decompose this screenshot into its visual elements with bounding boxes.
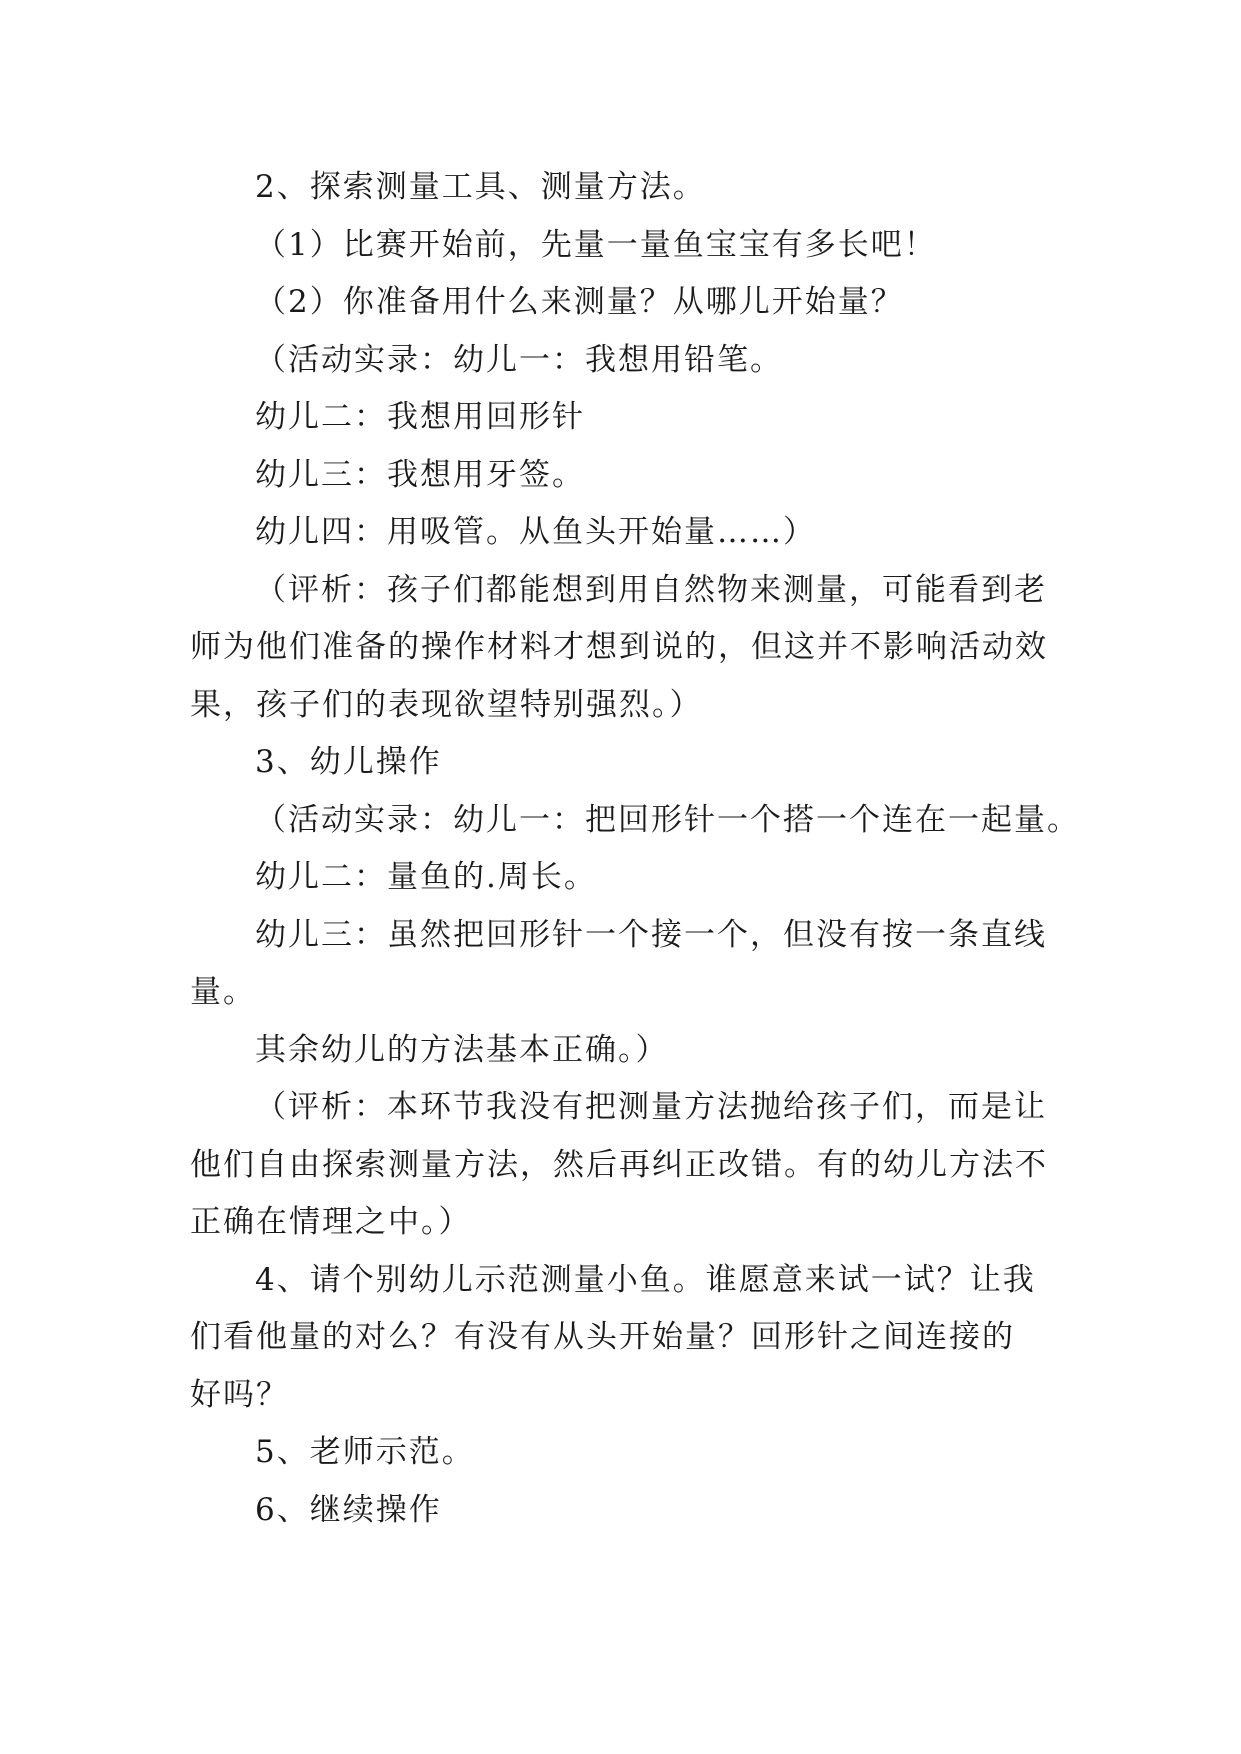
text-line: （评析：本环节我没有把测量方法抛给孩子们，而是让: [255, 1089, 1047, 1125]
text-line: 正确在情理之中。）: [190, 1204, 472, 1240]
text-line: （1）比赛开始前，先量一量鱼宝宝有多长吧！: [255, 227, 937, 263]
text-line: 他们自由探索测量方法，然后再纠正改错。有的幼儿方法不: [190, 1147, 1048, 1183]
text-line: 们看他量的对么？有没有从头开始量？回形针之间连接的: [190, 1319, 1015, 1355]
text-line: 2、探索测量工具、测量方法。: [255, 169, 706, 205]
text-line: （活动实录：幼儿一：我想用铅笔。: [255, 342, 783, 378]
text-line: 5、老师示范。: [255, 1434, 475, 1470]
text-line: 其余幼儿的方法基本正确。）: [255, 1032, 669, 1068]
text-line: 果，孩子们的表现欲望特别强烈。）: [190, 687, 703, 723]
text-line: 4、请个别幼儿示范测量小鱼。谁愿意来试一试？让我: [255, 1262, 1036, 1298]
text-line: 幼儿二：量鱼的.周长。: [255, 859, 597, 895]
text-line: 幼儿三：我想用牙签。: [255, 457, 585, 493]
text-line: 3、幼儿操作: [255, 744, 442, 780]
text-line: 好吗？: [190, 1377, 289, 1413]
text-line: 量。: [190, 974, 256, 1010]
text-line: 师为他们准备的操作材料才想到说的，但这并不影响活动效: [190, 629, 1048, 665]
text-line: 幼儿二：我想用回形针: [255, 399, 585, 435]
text-line: 6、继续操作: [255, 1492, 442, 1528]
text-line: （评析：孩子们都能想到用自然物来测量，可能看到老: [255, 572, 1047, 608]
text-line: 幼儿三：虽然把回形针一个接一个，但没有按一条直线: [255, 917, 1047, 953]
text-line: 幼儿四：用吸管。从鱼头开始量……）: [255, 514, 816, 550]
text-line: （2）你准备用什么来测量？从哪儿开始量？: [255, 284, 904, 320]
text-line: （活动实录：幼儿一：把回形针一个搭一个连在一起量。: [255, 802, 1080, 838]
